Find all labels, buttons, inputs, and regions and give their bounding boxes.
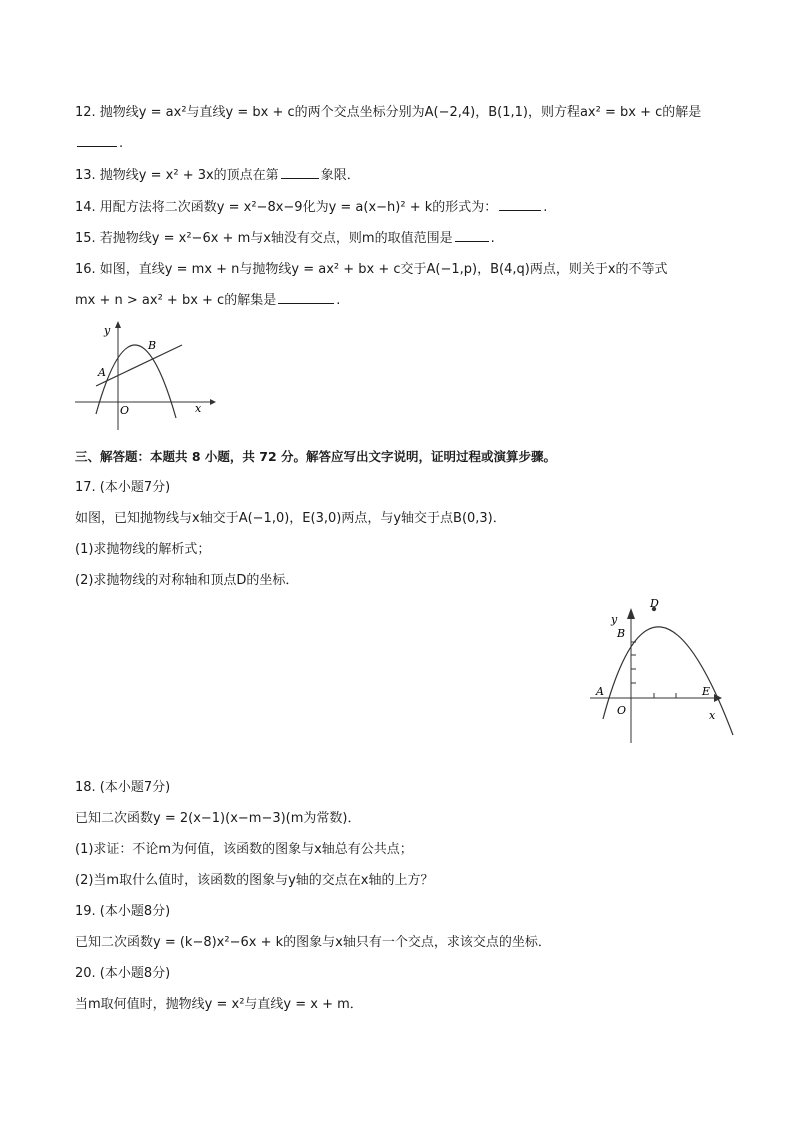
q18-part1: (1)求证：不论m为何值，该函数的图象与x轴总有公共点； (75, 842, 413, 857)
q17-point-b-label: B (617, 627, 626, 640)
q16-x-label: x (195, 402, 202, 415)
q18-part2: (2)当m取什么值时，该函数的图象与y轴的交点在x轴的上方？ (75, 873, 434, 888)
q15-text-after: . (490, 231, 495, 246)
q18-stem: 已知二次函数y = 2(x−1)(x−m−3)(m为常数)． (75, 811, 361, 826)
q12-answer-blank[interactable] (77, 134, 117, 147)
q16-line2 (75, 291, 340, 310)
q17-point-a-label: A (596, 685, 604, 698)
q16-point-b-label: B (148, 339, 157, 352)
q16-answer-blank[interactable] (278, 291, 334, 304)
q15-text-before: 15. 若抛物线y = x²−6x + m与x轴没有交点，则m的取值范围是 (75, 231, 453, 246)
q15-answer-blank[interactable] (455, 229, 489, 242)
q14 (75, 198, 547, 217)
q12-line1: 12. 抛物线y = ax²与直线y = bx + c的两个交点坐标分别为A(−2,4)，B(1,1)，则方程ax² = bx + c的解是 (75, 105, 702, 120)
q14-answer-blank[interactable] (499, 198, 541, 211)
q19-stem: 已知二次函数y = (k−8)x²−6x + k的图象与x轴只有一个交点，求该交点的坐标． (75, 935, 551, 950)
q12-line2-end: . (119, 136, 124, 151)
q17-part1: (1)求抛物线的解析式； (75, 542, 211, 557)
q16-line (96, 345, 182, 386)
q19-header: 19. (本小题8分) (75, 904, 171, 919)
q17-point-d-label: D (650, 597, 659, 610)
q17-figure (586, 595, 746, 747)
q17-y-arrow-icon (627, 608, 635, 619)
q16-text-after: . (336, 293, 341, 308)
section3-heading: 三、解答题：本题共 8 小题，共 72 分。解答应写出文字说明，证明过程或演算步骤。 (75, 449, 557, 464)
q14-text-after: . (543, 200, 548, 215)
q17-part2: (2)求抛物线的对称轴和顶点D的坐标． (75, 573, 299, 588)
q17-x-label: x (709, 709, 716, 722)
q20-stem: 当m取何值时，抛物线y = x²与直线y = x + m． (75, 997, 363, 1012)
q15 (75, 229, 495, 248)
q13-text-after: 象限． (320, 168, 360, 183)
q16-origin-label: O (120, 404, 130, 417)
q16-point-a-label: A (98, 366, 106, 379)
q13-text-before: 13. 抛物线y = x² + 3x的顶点在第 (75, 168, 279, 183)
q16-text-before: mx + n > ax² + bx + c的解集是 (75, 293, 277, 308)
q13 (75, 166, 360, 185)
q16-y-arrow-icon (115, 321, 121, 328)
q17-point-e-label: E (702, 685, 711, 698)
q13-answer-blank[interactable] (281, 166, 319, 179)
q16-y-label: y (104, 324, 111, 337)
q14-text-before: 14. 用配方法将二次函数y = x²−8x−9化为y = a(x−h)² + k的形式为： (75, 200, 498, 215)
q16-figure (70, 318, 220, 436)
q17-origin-label: O (617, 704, 627, 717)
q18-header: 18. (本小题7分) (75, 780, 171, 795)
q16-line1: 16. 如图，直线y = mx + n与抛物线y = ax² + bx + c交于A(−1,p)，B(4,q)两点，则关于x的不等式 (75, 262, 668, 277)
q20-header: 20. (本小题8分) (75, 966, 171, 981)
q17-y-label: y (611, 613, 618, 626)
q17-header: 17. (本小题7分) (75, 480, 171, 495)
q12-line2 (75, 134, 123, 153)
q16-parabola (96, 345, 176, 418)
q16-x-arrow-icon (210, 399, 216, 405)
q17-stem: 如图，已知抛物线与x轴交于A(−1,0)，E(3,0)两点，与y轴交于点B(0,3)． (75, 511, 506, 526)
